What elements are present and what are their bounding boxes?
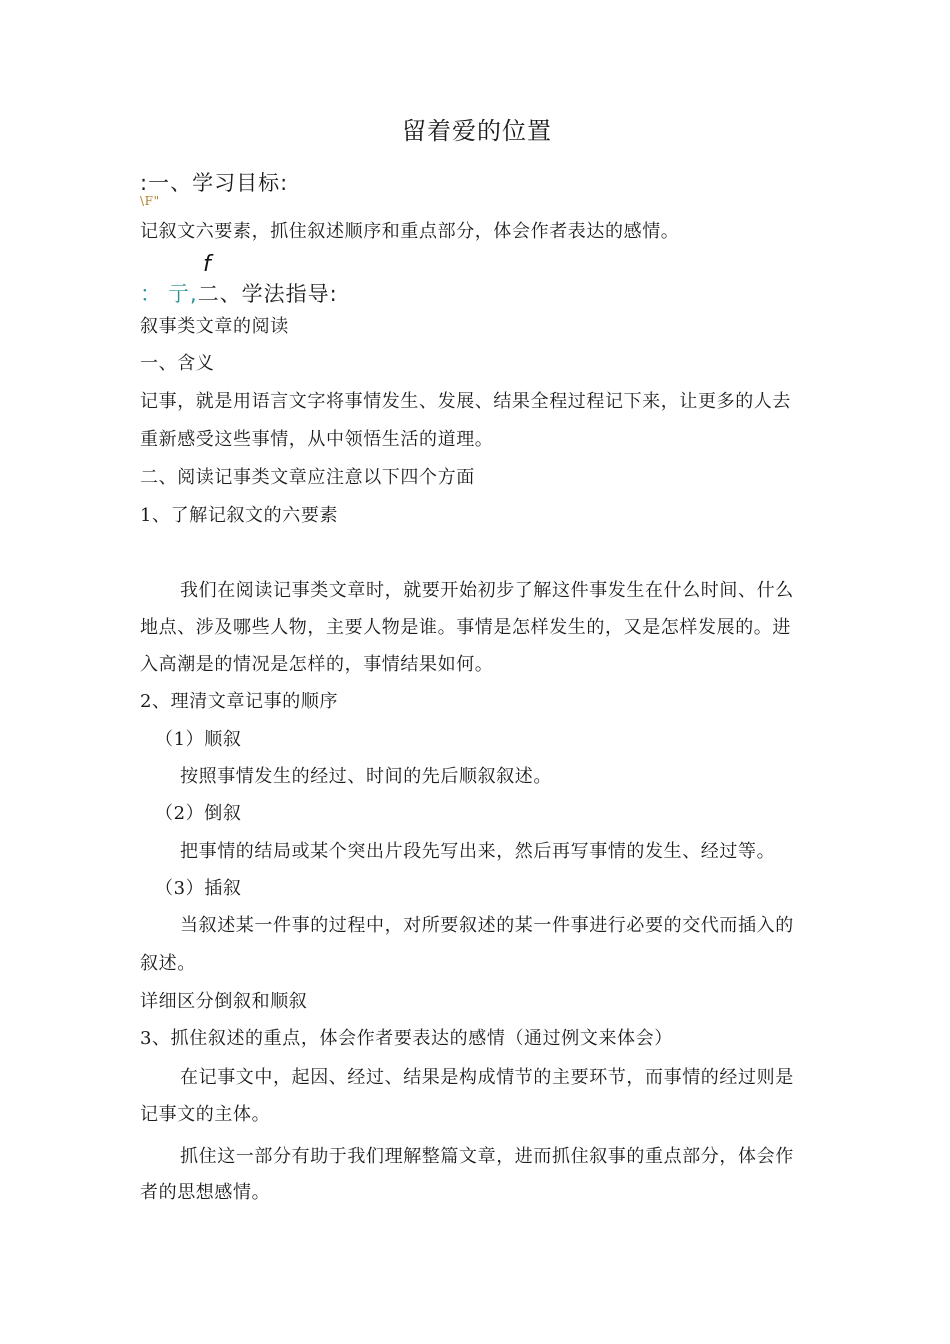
scan-mark-f: f	[203, 252, 212, 277]
item1-line-2: 地点、涉及哪些人物，主要人物是谁。事情是怎样发生的，又是怎样发展的。进	[140, 617, 791, 638]
item2-sub2-text: 把事情的结局或某个突出片段先写出来，然后再写事情的发生、经过等。	[180, 841, 776, 862]
heading-prefix-char: 亍,	[168, 282, 198, 306]
item2-note: 详细区分倒叙和顺叙	[140, 991, 308, 1012]
part1-line-2: 重新感受这些事情，从中领悟生活的道理。	[140, 429, 494, 450]
item2-sub1-label: （1）顺叙	[155, 729, 242, 750]
section-heading-goals	[140, 170, 288, 196]
item2-sub3-line-2: 叙述。	[140, 953, 196, 974]
heading-text: 一、学习目标:	[148, 171, 289, 195]
heading-prefix: :	[140, 171, 149, 195]
item1-line-3: 入高潮是的情况是怎样的，事情结果如何。	[140, 654, 494, 675]
item2-sub2-label: （2）倒叙	[155, 803, 242, 824]
item1-heading: 1、了解记叙文的六要素	[140, 505, 339, 526]
item2-sub1-text: 按照事情发生的经过、时间的先后顺叙叙述。	[180, 766, 552, 787]
item2-sub3-line-1: 当叙述某一件事的过程中，对所要叙述的某一件事进行必要的交代而插入的	[180, 915, 794, 936]
goals-text: 记叙文六要素，抓住叙述顺序和重点部分，体会作者表达的感情。	[140, 221, 680, 242]
item3-para1-line-2: 记事文的主体。	[140, 1104, 271, 1125]
section-heading-method	[140, 281, 338, 307]
heading-text: 二、学法指导:	[197, 282, 338, 306]
item3-para2-line-1: 抓住这一部分有助于我们理解整篇文章，进而抓住叙事的重点部分，体会作	[180, 1146, 794, 1167]
part1-line-1: 记事，就是用语言文字将事情发生、发展、结果全程过程记下来，让更多的人去	[140, 391, 791, 412]
subtitle: 叙事类文章的阅读	[140, 316, 289, 337]
item1-line-1: 我们在阅读记事类文章时，就要开始初步了解这件事发生在什么时间、什么	[180, 580, 794, 601]
item3-para1-line-1: 在记事文中，起因、经过、结果是构成情节的主要环节，而事情的经过则是	[180, 1067, 794, 1088]
item3-heading: 3、抓住叙述的重点，体会作者要表达的感情（通过例文来体会）	[140, 1028, 673, 1049]
heading-prefix-colon: ：	[140, 282, 162, 306]
page-title: 留着爱的位置	[402, 117, 552, 145]
part2-heading: 二、阅读记事类文章应注意以下四个方面	[140, 467, 475, 488]
item2-sub3-label: （3）插叙	[155, 878, 242, 899]
scan-mark: \F"	[140, 194, 160, 208]
item3-para2-line-2: 者的思想感情。	[140, 1182, 271, 1203]
item2-heading: 2、理清文章记事的顺序	[140, 691, 339, 712]
part1-heading: 一、含义	[140, 353, 215, 374]
